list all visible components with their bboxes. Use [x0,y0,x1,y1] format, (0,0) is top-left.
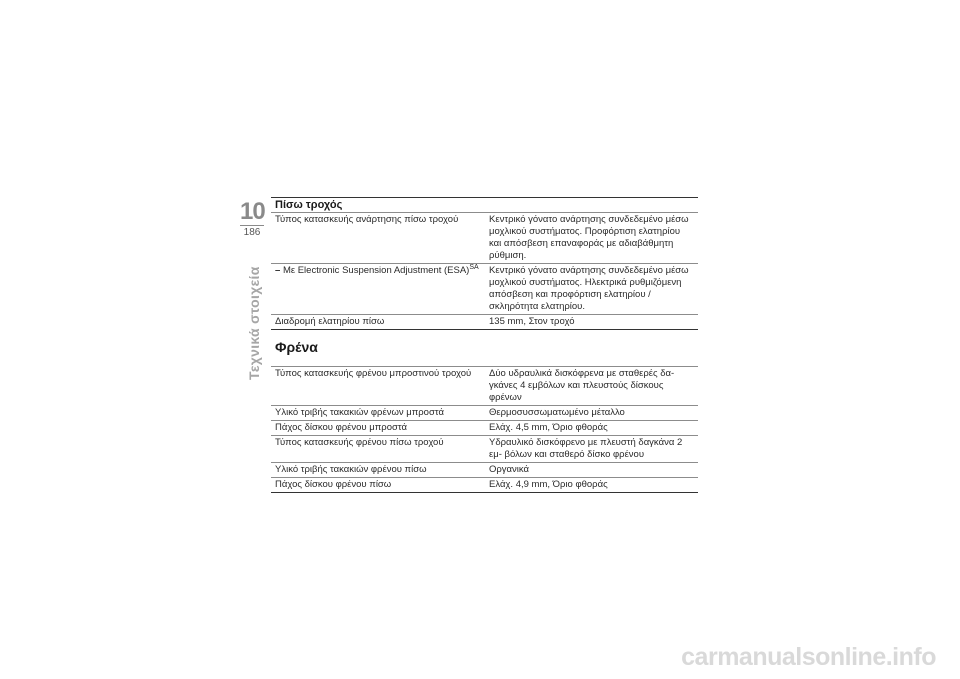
rear-wheel-table [271,212,698,330]
spec-value: Οργανικά [489,464,530,475]
spec-value: Θερμοσυσσωματωμένο μέταλλο [489,407,625,418]
table-row [271,213,698,264]
chapter-marker [240,200,264,240]
brakes-table [271,366,698,493]
spec-label: Τύπος κατασκευής ανάρτησης πίσω τροχού [275,214,459,225]
table-row [271,463,698,478]
spec-label: Υλικό τριβής τακακιών φρένου πίσω [275,464,427,475]
spec-label [271,264,485,315]
site-watermark: carmanualsonline.info [681,643,936,671]
spec-value: 135 mm, Στον τροχό [489,316,575,327]
chapter-side-title: Τεχνικά στοιχεία [246,266,262,380]
table-row [271,264,698,315]
spec-value: Ελάχ. 4,5 mm, Όριο φθοράς [489,422,608,433]
sa-superscript: SA [469,263,479,271]
table-row [271,315,698,330]
spec-value: Δύο υδραυλικά δισκόφρενα με σταθερές δα- γκάνες 4 εμβόλων και πλευστούς δίσκους φρένων [489,368,675,403]
table-row [271,406,698,421]
table-row [271,478,698,493]
table-row [271,436,698,463]
brakes-heading: Φρένα [275,339,318,355]
spec-label: Διαδρομή ελατηρίου πίσω [275,316,385,327]
rear-wheel-heading: Πίσω τροχός [271,197,698,212]
table-row [271,421,698,436]
spec-content [271,191,698,493]
spec-value: Κεντρικό γόνατο ανάρτησης συνδεδεμένο μέσω μοχλικού συστήματος. Προφόρτιση ελατηρίου και απόσβεση επαναφοράς με αδιαβάθμητη ρύθμιση. [489,214,689,261]
dash-bullet: – [275,265,281,276]
chapter-divider [240,225,264,226]
spec-value: Ελάχ. 4,9 mm, Όριο φθοράς [489,479,608,490]
spec-label: Τύπος κατασκευής φρένου πίσω τροχού [275,437,444,448]
spec-label: Πάχος δίσκου φρένου μπροστά [275,422,407,433]
spec-value: Υδραυλικό δισκόφρενο με πλευστή δαγκάνα 2 εμ- βόλων και σταθερό δίσκο φρένου [489,437,683,460]
spec-label-text: Με Electronic Suspension Adjustment (ESA) [282,265,470,276]
page-number: 186 [243,227,261,238]
table-row [271,367,698,406]
spec-label: Υλικό τριβής τακακιών φρένων μπροστά [275,407,444,418]
spec-value: Κεντρικό γόνατο ανάρτησης συνδεδεμένο μέσω μοχλικού συστήματος. Ηλεκτρικά ρυθμιζόμενη απόσβεση και προφόρτιση ελατηρίου / σκληρότητα ελατηρίου. [489,265,689,312]
spec-label: Τύπος κατασκευής φρένου μπροστινού τροχού [275,368,472,379]
chapter-number: 10 [240,198,265,225]
spec-label: Πάχος δίσκου φρένου πίσω [275,479,392,490]
